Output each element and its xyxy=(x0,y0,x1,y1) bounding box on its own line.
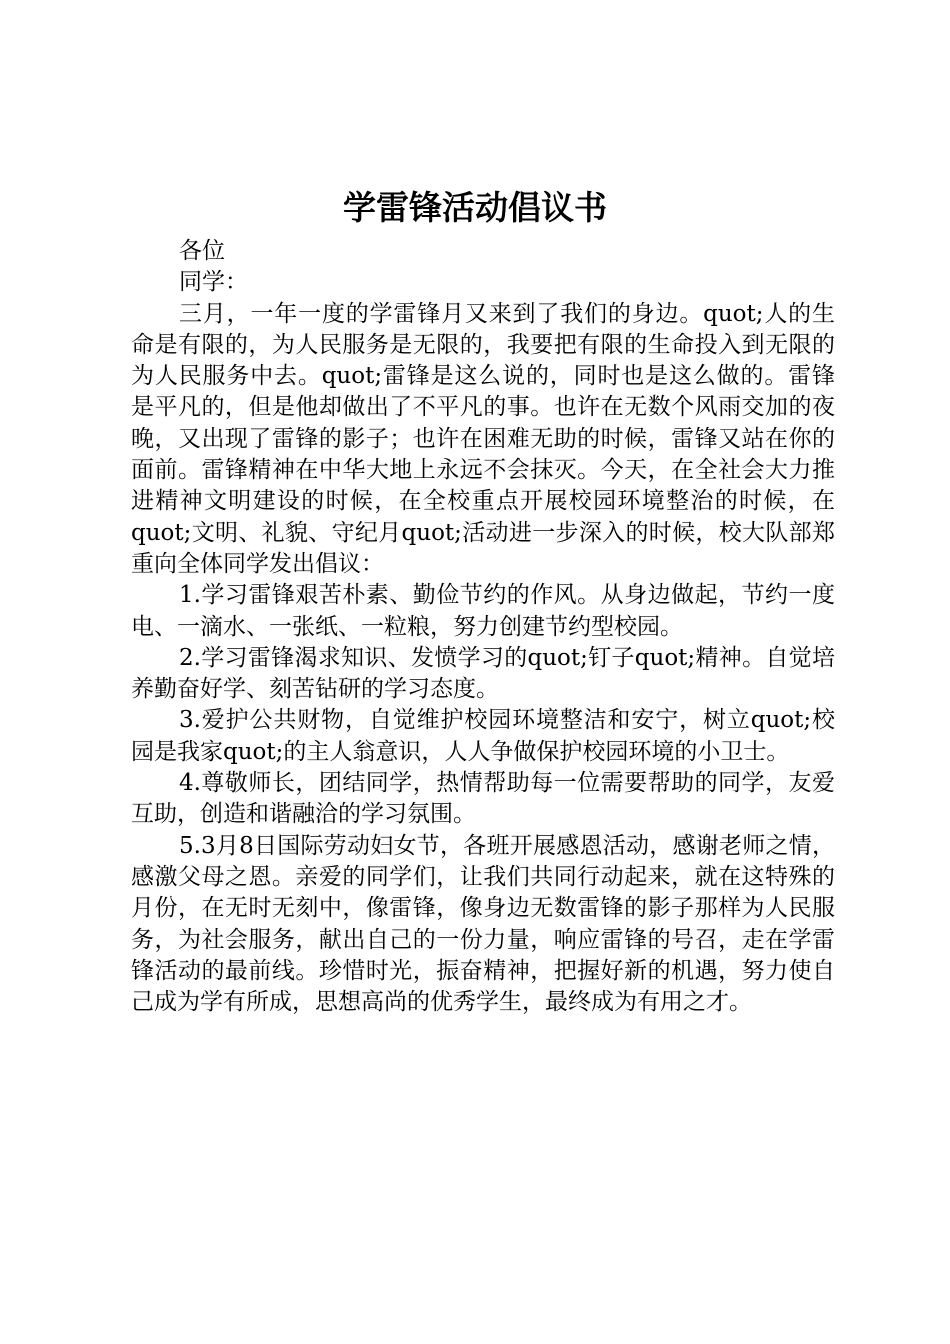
paragraph-item-3: 3.爱护公共财物，自觉维护校园环境整洁和安宁，树立quot;校园是我家quot;的主人翁意识，人人争做保护校园环境的小卫士。 xyxy=(131,707,835,765)
paragraph-item-2: 2.学习雷锋渴求知识、发愤学习的quot;钉子quot;精神。自觉培养勤奋好学、刻苦钻研的学习态度。 xyxy=(131,644,835,703)
paragraph-item-4: 4.尊敬师长，团结同学，热情帮助每一位需要帮助的同学，友爱互助，创造和谐融洽的学习氛围。 xyxy=(131,770,835,828)
document-title: 学雷锋活动倡议书 xyxy=(343,188,607,227)
paragraph-intro: 三月，一年一度的学雷锋月又来到了我们的身边。quot;人的生命是有限的，为人民服务是无限的，我要把有限的生命投入到无限的为人民服务中去。quot;雷锋是这么说的，同时也是这么做的。雷锋是平凡的，但是他却做出了不平凡的事。也许在无数个风雨交加的夜晚，又出现了雷锋的影子；也许在困难无助的时候，雷锋又站在你的面前。雷锋精神在中华大地上永远不会抹灭。今天，在全社会大力推进精神文明建设的时候，在全校重点开展校园环境整治的时候，在quot;文明、礼貌、守纪月quot;活动进一步深入的时候，校大队部郑重向全体同学发出倡议： xyxy=(131,300,835,577)
salutation-line-2: 同学： xyxy=(179,269,248,296)
salutation-line-1: 各位 xyxy=(179,238,225,264)
paragraph-item-1: 1.学习雷锋艰苦朴素、勤俭节约的作风。从身边做起，节约一度电、一滴水、一张纸、一粒粮，努力创建节约型校园。 xyxy=(131,582,835,640)
document-body xyxy=(131,236,835,1018)
paragraph-item-5: 5.3月8日国际劳动妇女节，各班开展感恩活动，感谢老师之情，感激父母之恩。亲爱的同学们，让我们共同行动起来，就在这特殊的月份，在无时无刻中，像雷锋，像身边无数雷锋的影子那样为人民服务，为社会服务，献出自己的一份力量，响应雷锋的号召，走在学雷锋活动的最前线。珍惜时光，振奋精神，把握好新的机遇，努力使自己成为学有所成，思想高尚的优秀学生，最终成为有用之才。 xyxy=(131,832,835,1016)
